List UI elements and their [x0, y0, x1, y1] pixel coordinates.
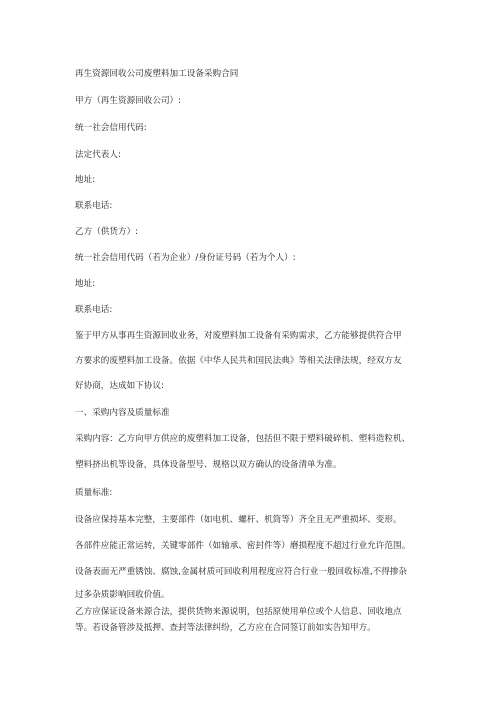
- quality-standard-line: 设备表面无严重锈蚀、腐蚀,金属材质可回收利用程度应符合行业一般回收标准,不得掺杂: [75, 567, 408, 577]
- party-b-credit-code: 统一社会信用代码（若为企业）/身份证号码（若为个人）:: [75, 253, 296, 263]
- party-a-credit-code: 统一社会信用代码:: [75, 123, 147, 133]
- party-a-address: 地址:: [75, 175, 96, 185]
- quality-standard-line: 设备应保持基本完整，主要部件（如电机、螺杆、机筒等）齐全且无严重损坏、变形。: [75, 515, 402, 525]
- party-a-heading: 甲方（再生资源回收公司）:: [75, 96, 182, 106]
- party-b-phone: 联系电话:: [75, 305, 113, 315]
- quality-standard-line: 过多杂质影响回收价值。: [75, 590, 170, 600]
- preamble-line: 鉴于甲方从事再生资源回收业务，对废塑料加工设备有采购需求，乙方能够提供符合甲: [75, 331, 402, 341]
- source-clause-line: 等。若设备管涉及抵押、查封等法律纠纷，乙方应在合同签订前如实告知甲方。: [75, 623, 376, 633]
- contract-title: 再生资源回收公司废塑料加工设备采购合同: [75, 69, 239, 79]
- procurement-content-line: 塑料挤出机等设备，具体设备型号、规格以双方确认的设备清单为准。: [75, 460, 342, 470]
- procurement-content-line: 采购内容：乙方向甲方供应的废塑料加工设备，包括但不限于塑料破碎机、塑料造粒机、: [75, 434, 411, 444]
- quality-standard-line: 各部件应能正常运转，关键零部件（如轴承、密封件等）磨损程度不超过行业允许范围。: [75, 541, 411, 551]
- quality-heading: 质量标准:: [75, 488, 113, 498]
- party-b-heading: 乙方（供货方）:: [75, 227, 139, 237]
- preamble-line: 方要求的废塑料加工设备。依据《中华人民共和国民法典》等相关法律法规，经双方友: [75, 356, 402, 366]
- party-a-legal-rep: 法定代表人:: [75, 150, 121, 160]
- party-b-address: 地址:: [75, 279, 96, 289]
- section-1-heading: 一、采购内容及质量标准: [75, 408, 170, 418]
- party-a-phone: 联系电话:: [75, 201, 113, 211]
- source-clause-line: 乙方应保证设备来源合法，提供货物来源说明，包括原使用单位或个人信息、回收地点: [75, 607, 402, 617]
- preamble-line: 好协商，达成如下协议:: [75, 381, 164, 391]
